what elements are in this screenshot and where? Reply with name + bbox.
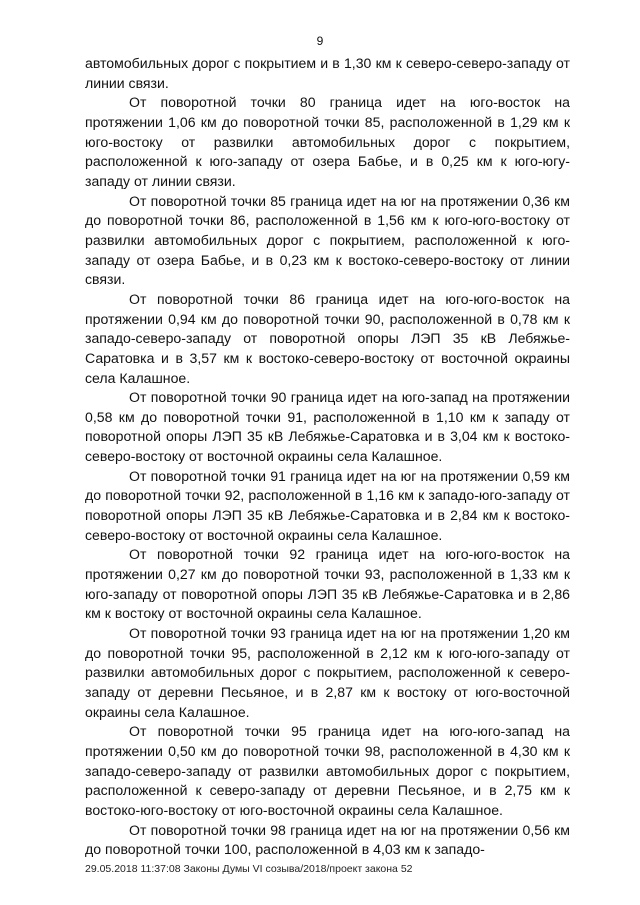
paragraph-point-95: От поворотной точки 95 граница идет на юго-юго-запад на протяжении 0,50 км до поворотной точки 98, расположенной в 4,30 км к западо-северо-западу от развилки автомобильных дорог с покрытием, расположенной к северо-западу от деревни Песьяное, и в 2,75 км к востоко-юго-востоку от юго-восточной окраины села Калашное. [85,723,570,818]
page-number: 9 [316,34,324,48]
paragraph-point-86: От поворотной точки 86 граница идет на юго-юго-восток на протяжении 0,94 км до поворотной точки 90, расположенной в 0,78 км к западо-северо-западу от поворотной опоры ЛЭП 35 кВ Лебяжье-Саратовка и в 3,57 км к востоко-северо-востоку от восточной окраины села Калашное. [85,290,570,386]
paragraph-point-90: От поворотной точки 90 граница идет на юго-запад на протяжении 0,58 км до поворотной точки 91, расположенной в 1,10 км к западу от поворотной опоры ЛЭП 35 кВ Лебяжье-Саратовка и в 3,04 км к востоко-северо-востоку от восточной окраины села Калашное. [85,389,570,465]
paragraph-point-85: От поворотной точки 85 граница идет на юг на протяжении 0,36 км до поворотной точки 86, расположенной в 1,56 км к юго-юго-востоку от развилки автомобильных дорог с покрытием, расположенной к юго-западу от озера Бабье, и в 0,23 км к востоко-северо-востоку от линии связи. [85,192,570,288]
paragraph-continuation: автомобильных дорог с покрытием и в 1,30 км к северо-северо-западу от линии связи. [85,55,570,91]
paragraph-point-98: От поворотной точки 98 граница идет на юг на протяжении 0,56 км до поворотной точки 100, расположенной в 4,03 км к западо- [85,821,570,858]
paragraph-point-93: От поворотной точки 93 граница идет на юг на протяжении 1,20 км до поворотной точки 95, расположенной в 2,12 км к юго-юго-западу от развилки автомобильных дорог с покрытием, расположенной к северо-западу от деревни Песьяное, и в 2,87 км к востоку от юго-восточной окраины села Калашное. [85,625,570,720]
paragraph-point-92: От поворотной точки 92 граница идет на юго-юго-восток на протяжении 0,27 км до поворотной точки 93, расположенной в 1,33 км к юго-западу от поворотной опоры ЛЭП 35 кВ Лебяжье-Саратовка и в 2,86 км к востоку от восточной окраины села Калашное. [85,546,570,622]
document-footer: 29.05.2018 11:37:08 Законы Думы VI созыва/2018/проект закона 52 [85,863,413,875]
document-body [85,54,570,860]
paragraph-point-91: От поворотной точки 91 граница идет на юг на протяжении 0,59 км до поворотной точки 92, расположенной в 1,16 км к западо-юго-западу от поворотной опоры ЛЭП 35 кВ Лебяжье-Саратовка и в 2,84 км к востоко-северо-востоку от восточной окраины села Калашное. [85,467,570,543]
paragraph-point-80: От поворотной точки 80 граница идет на юго-восток на протяжении 1,06 км до поворотной точки 85, расположенной в 1,29 км к юго-востоку от развилки автомобильных дорог с покрытием, расположенной к юго-западу от озера Бабье, и в 0,25 км к юго-югу-западу от линии связи. [85,94,570,189]
